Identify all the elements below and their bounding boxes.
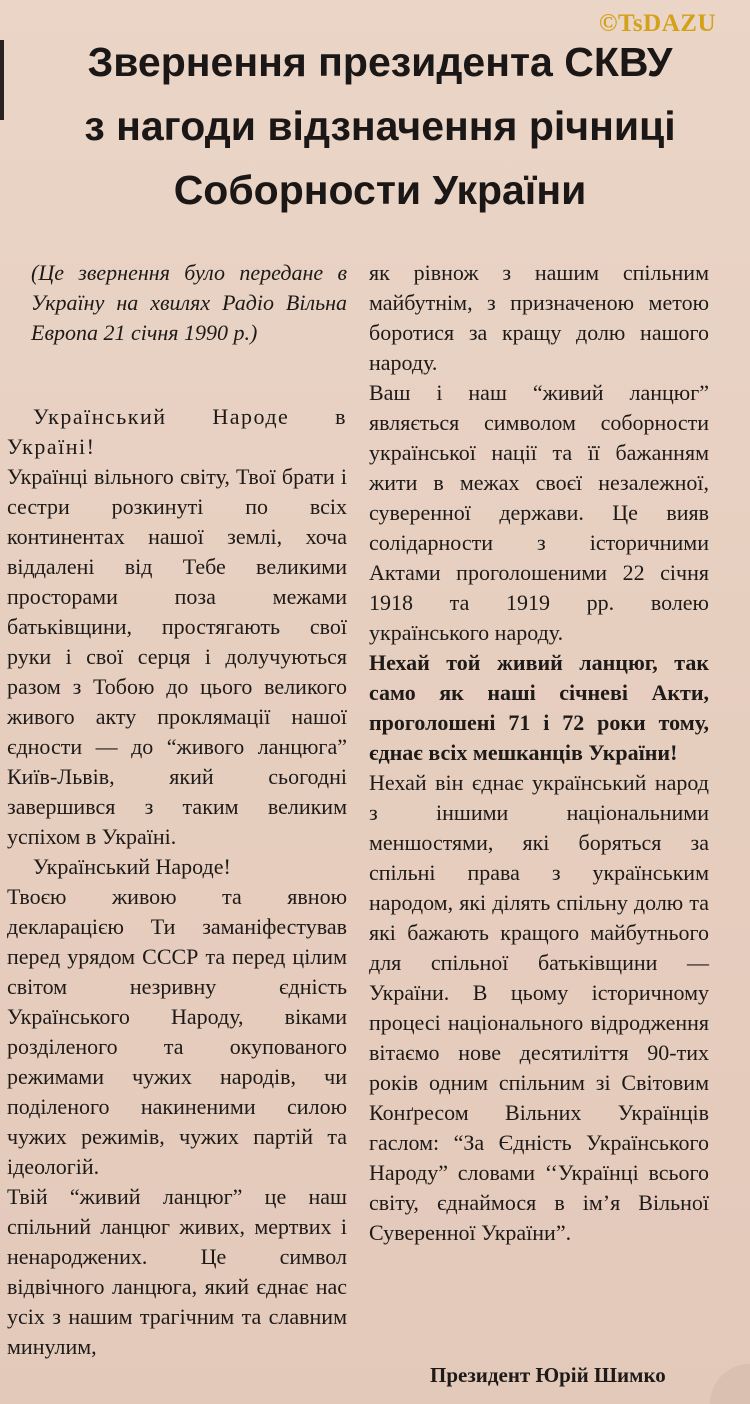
- headline-line-3: Соборности України: [173, 167, 587, 213]
- intro-note: (Це звернення було передане в Україну на хвилях Радіо Вільна Европа 21 січня 1990 р.): [31, 260, 347, 345]
- right-column: [369, 258, 709, 1248]
- headline-line-1: Звернення президента СКВУ: [87, 39, 673, 85]
- archive-watermark: ©TsDAZU: [598, 10, 716, 37]
- left-column: [7, 258, 347, 1362]
- salutation-1: Український Народе в Україні!: [7, 404, 347, 459]
- clipping-edge-mark: [0, 40, 4, 120]
- headline-line-2: з нагоди відзначення річниці: [84, 103, 676, 149]
- paragraph: Українці вільного світу, Твої брати і сестри розкинуті по всіх континентах нашої землі, хоча віддалені від Тебе великими просторами поза межами батьківщини, простягають свої руки і свої серця і долучуються разом з Тобою до цього великого живого акту проклямації нашої єдности — до “живого ланцюга” Київ-Львів, який сьогодні завершився з таким великим успіхом в Україні.: [7, 464, 347, 849]
- paragraph: Ваш і наш “живий ланцюг” являється символом соборности української нації та її бажанням жити в межах своєї незалежної, суверенної держави. Це вияв солідарности з історичними Актами проголошеними 22 січня 1918 та 1919 рр. волею українського народу.: [369, 380, 709, 645]
- paragraph: як рівнож з нашим спільним майбутнім, з призначеною метою боротися за кращу долю нашого народу.: [369, 260, 709, 375]
- signature: Президент Юрій Шимко: [430, 1363, 666, 1387]
- paragraph-bold: Нехай той живий ланцюг, так само як наші січневі Акти, проголошені 71 і 72 роки тому, єднає всіх мешканців України!: [369, 650, 709, 765]
- article-headline: [20, 30, 740, 222]
- paragraph: Твій “живий ланцюг” це наш спільний ланцюг живих, мертвих і ненароджених. Це символ відвічного ланцюга, який єднає нас усіх з нашим трагічним та славним минулим,: [7, 1184, 347, 1359]
- paragraph: Нехай він єднає український народ з іншими національними меншостями, які боряться за спільні права з українським народом, які ділять спільну долю та які бажають кращого майбутнього для спільної батьківщини — України. В цьому історичному процесі національного відродження вітаємо нове десятиліття 90-тих років одним спільним зі Світовим Конґресом Вільних Українців гаслом: “За Єдність Українського Народу” словами ‘‘Українці всього світу, єднаймося в ім’я Вільної Суверенної України”.: [369, 770, 709, 1245]
- paper-stain: [710, 1364, 750, 1404]
- salutation-2: Український Народе!: [33, 854, 231, 879]
- paragraph: Твоєю живою та явною декларацією Ти заманіфестував перед урядом СССР та перед цілим світом незривну єдність Українського Народу, віками розділеного та окупованого режимами чужих народів, чи поділеного накиненими силою чужих режимів, чужих партій та ідеологій.: [7, 884, 347, 1179]
